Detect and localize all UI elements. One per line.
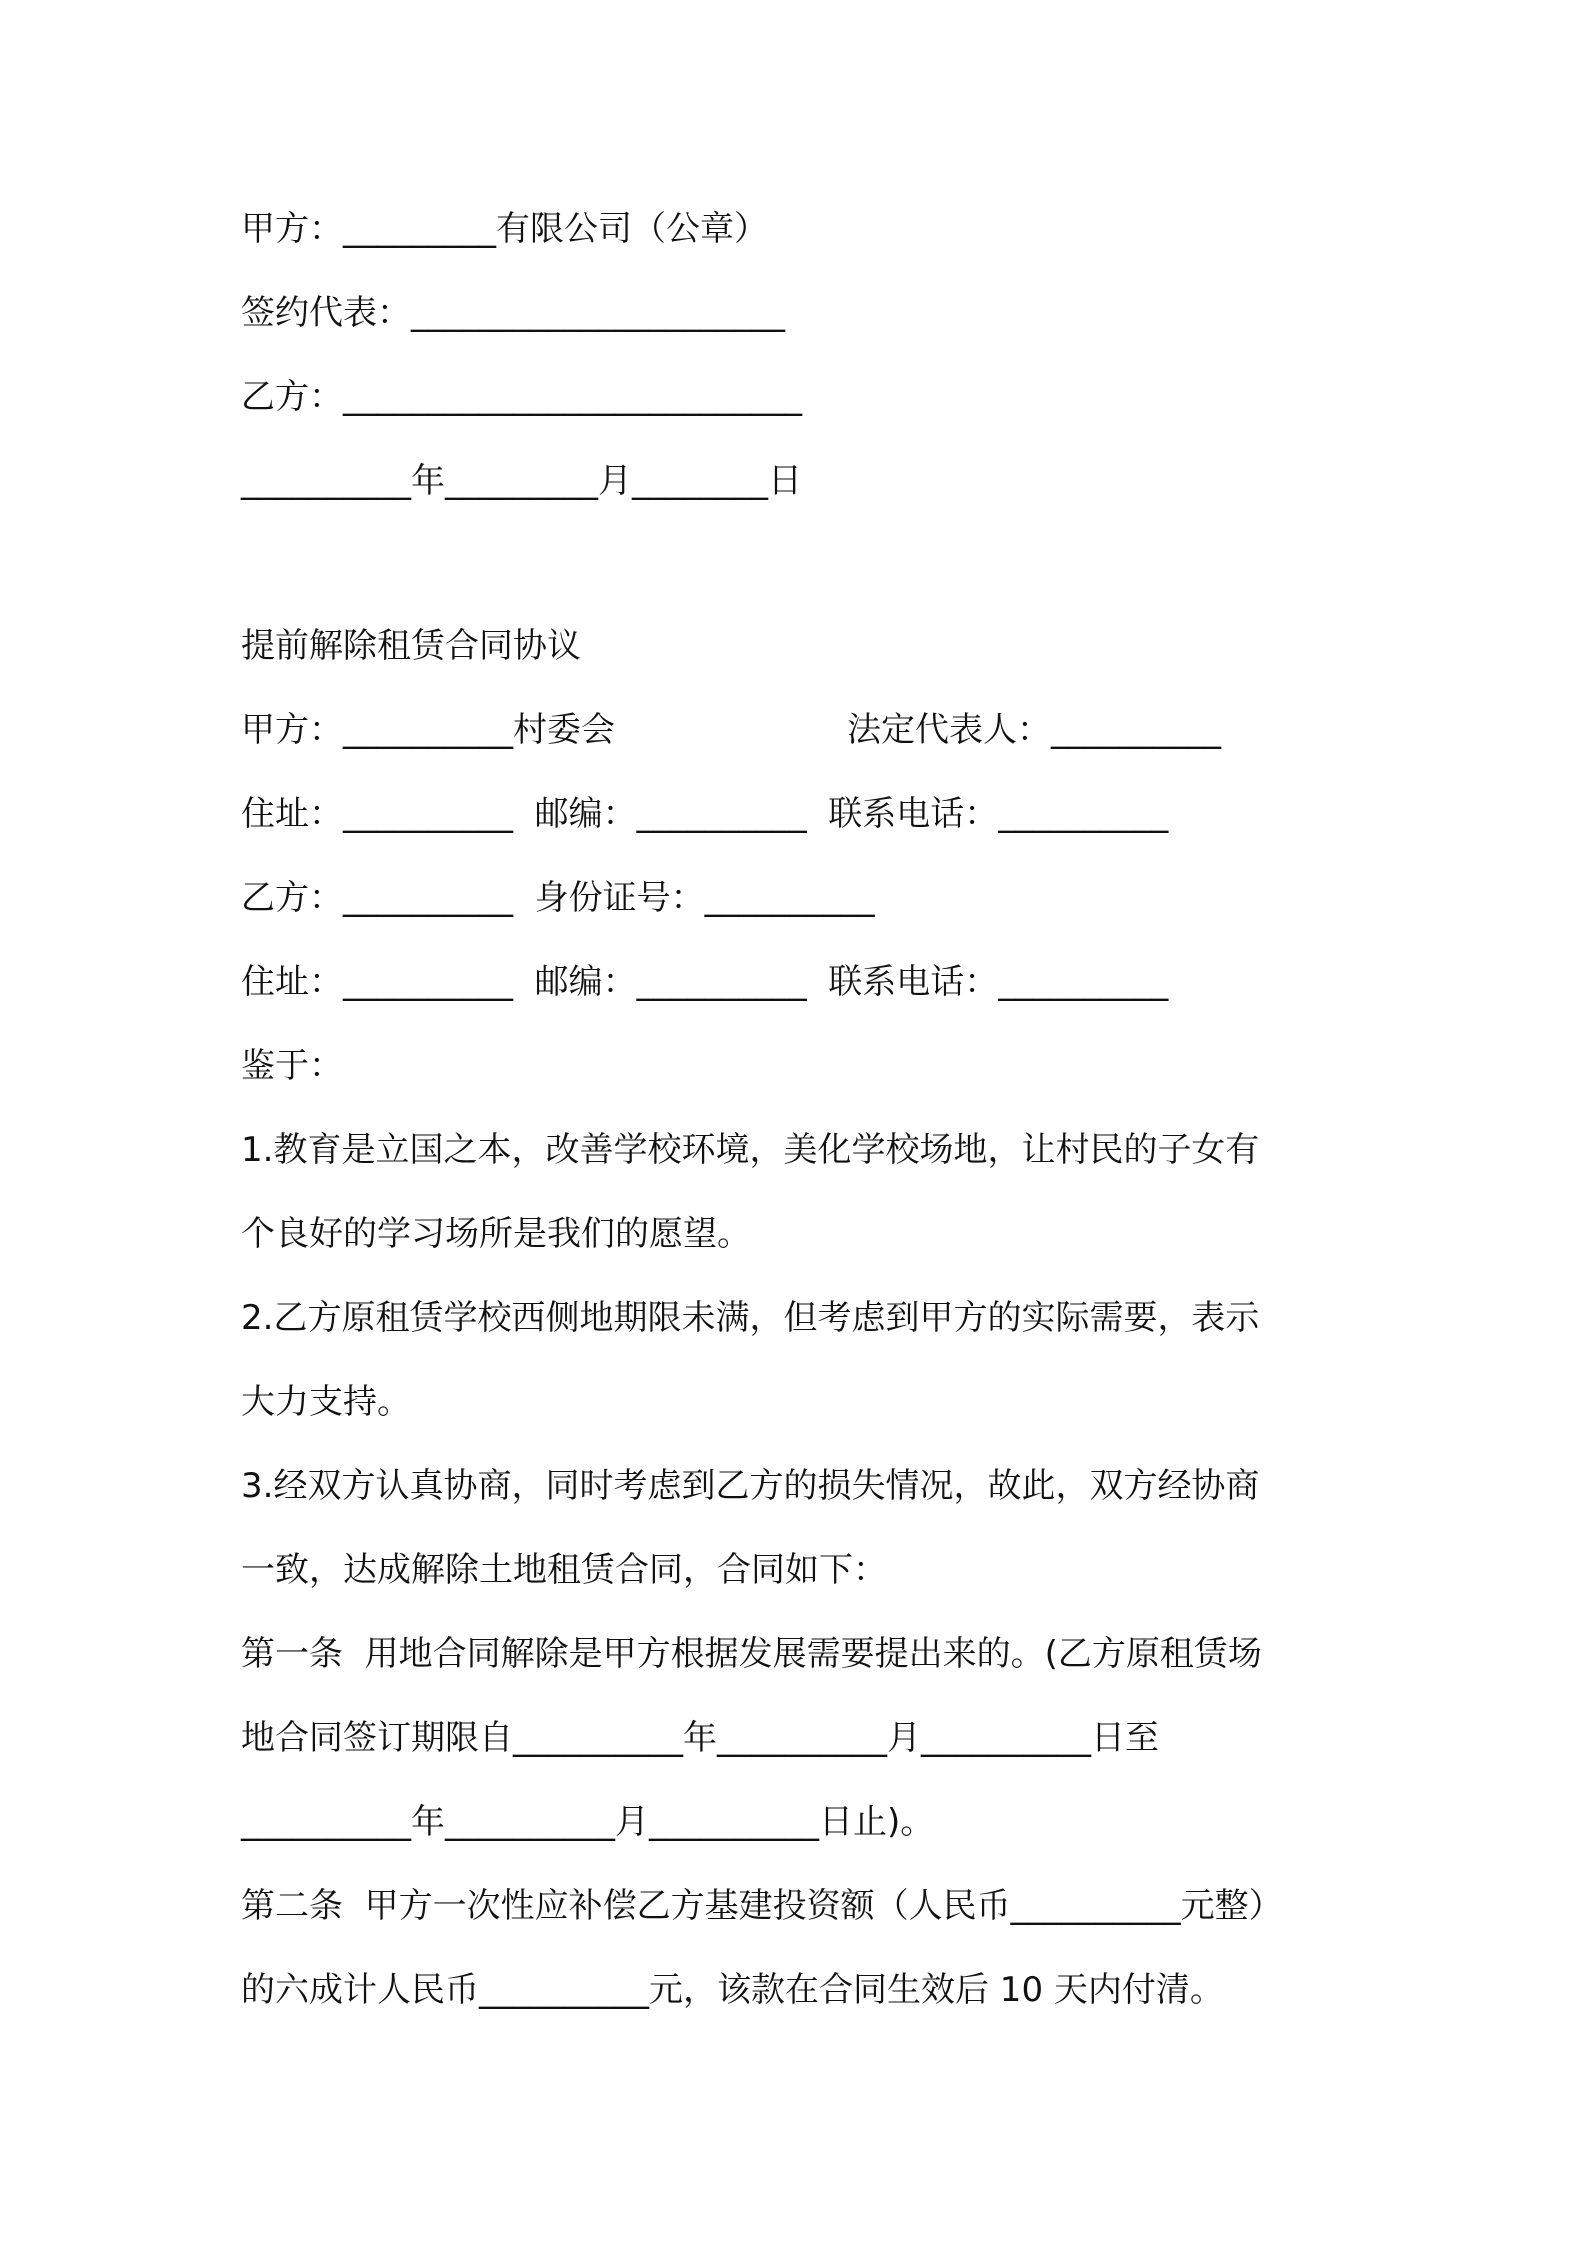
whereas-heading: 鉴于： [241,1046,343,1086]
agreement-title: 提前解除租赁合同协议 [241,626,581,666]
paragraph-line: 大力支持。 [241,1382,411,1422]
paragraph-line: 第一条 用地合同解除是甲方根据发展需要提出来的。(乙方原租赁场 [241,1634,1262,1674]
paragraph-line: __________年__________月__________日止)。 [241,1802,935,1842]
party-b-address-line: 住址：__________ 邮编：__________ 联系电话：__________ [241,962,1169,1002]
signature-representative: 签约代表：______________________ [241,293,785,333]
party-b-line: 乙方：__________ 身份证号：__________ [241,878,875,918]
paragraph-line: 的六成计人民币__________元，该款在合同生效后 10 天内付清。 [241,1970,1224,2010]
paragraph-line: 个良好的学习场所是我们的愿望。 [241,1214,751,1254]
paragraph-line: 第二条 甲方一次性应补偿乙方基建投资额（人民币__________元整） [241,1886,1283,1926]
paragraph-line: 1.教育是立国之本，改善学校环境，美化学校场地，让村民的子女有 [241,1130,1260,1170]
paragraph-line: 3.经双方认真协商，同时考虑到乙方的损失情况，故此，双方经协商 [241,1466,1260,1506]
agreement-party-a: 甲方：__________村委会 [241,710,615,750]
paragraph-line: 2.乙方原租赁学校西侧地期限未满，但考虑到甲方的实际需要，表示 [241,1298,1260,1338]
party-a-address-line: 住址：__________ 邮编：__________ 联系电话：__________ [241,794,1169,834]
agreement-legal-representative: 法定代表人：__________ [847,710,1221,750]
signature-date: __________年_________月________日 [241,461,802,501]
signature-party-b: 乙方：___________________________ [241,377,802,417]
signature-party-a: 甲方：_________有限公司（公章） [241,209,768,249]
paragraph-line: 一致，达成解除土地租赁合同，合同如下： [241,1550,887,1590]
paragraph-line: 地合同签订期限自__________年__________月__________日至 [241,1718,1159,1758]
